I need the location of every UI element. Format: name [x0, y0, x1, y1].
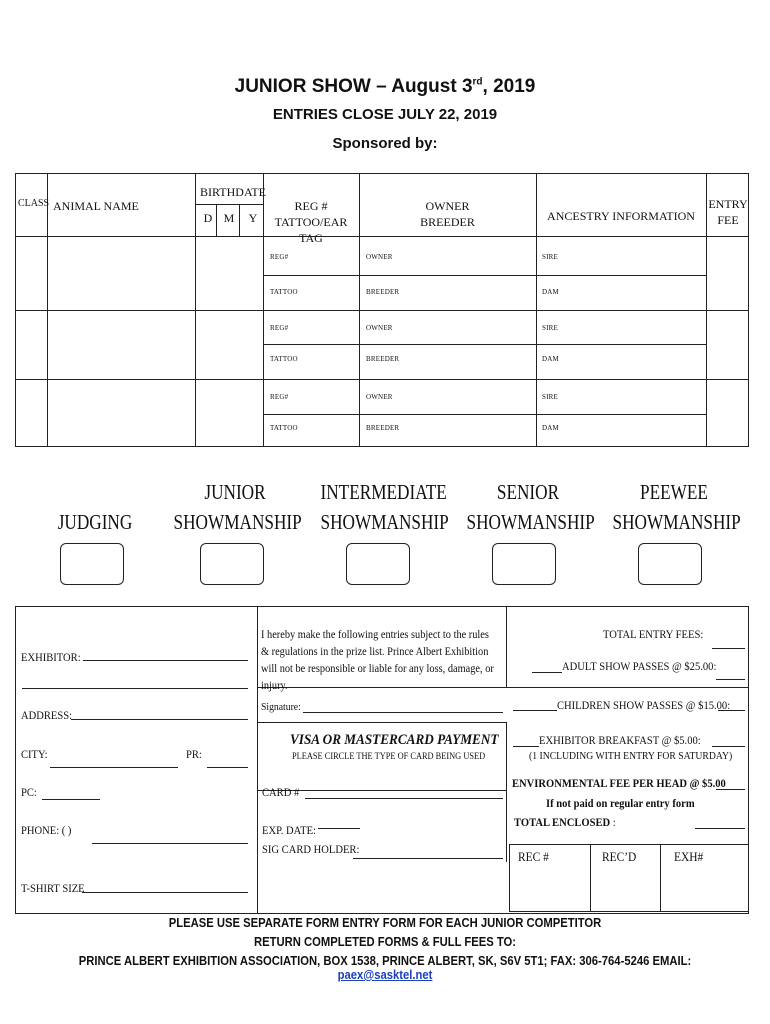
signature-field[interactable] — [303, 712, 503, 713]
header-entry-fee: ENTRY FEE — [708, 197, 748, 227]
environmental-fee-note: If not paid on regular entry form — [546, 796, 695, 810]
phone-field[interactable] — [92, 843, 248, 844]
exhibitor-number-label: EXH# — [674, 849, 704, 864]
judging-checkbox[interactable] — [60, 543, 124, 585]
row1-sire: SIRE — [542, 253, 558, 261]
row3-sire: SIRE — [542, 393, 558, 401]
footer-instruction: PLEASE USE SEPARATE FORM ENTRY FORM FOR EACH JUNIOR COMPETITOR — [168, 916, 602, 930]
exhibitor-field[interactable] — [83, 660, 248, 661]
header-year: Y — [248, 211, 258, 225]
row1-breeder: BREEDER — [366, 288, 400, 296]
breakfast-note: (1 INCLUDING WITH ENTRY FOR SATURDAY) — [529, 750, 733, 762]
row2-sire: SIRE — [542, 324, 558, 332]
header-owner-breeder: OWNER BREEDER — [420, 199, 475, 229]
card-holder-signature-label: SIG CARD HOLDER: — [262, 842, 360, 856]
total-entry-fees-field[interactable] — [712, 648, 745, 649]
card-holder-signature-field[interactable] — [353, 858, 503, 859]
expiry-date-label: EXP. DATE: — [262, 823, 316, 837]
peewee-showmanship-checkbox[interactable] — [638, 543, 702, 585]
row2-tattoo: TATTOO — [270, 355, 298, 363]
city-field[interactable] — [50, 767, 178, 768]
footer-address: PRINCE ALBERT EXHIBITION ASSOCIATION, BOX 1538, PRINCE ALBERT, SK, S6V 5T1; FAX: 306-764-5246 EMAIL: paex@sasktel.net — [78, 954, 692, 982]
phone-label: PHONE: ( ) — [21, 823, 72, 837]
office-use-box — [509, 844, 749, 912]
breakfast-label: EXHIBITOR BREAKFAST @ $5.00: — [539, 733, 701, 747]
senior-showmanship-checkbox[interactable] — [492, 543, 556, 585]
header-reg: REG # TATTOO/EAR TAG — [274, 199, 348, 245]
row2-breeder: BREEDER — [366, 355, 400, 363]
province-field[interactable] — [207, 767, 248, 768]
row3-tattoo: TATTOO — [270, 424, 298, 432]
row3-reg: REG# — [270, 393, 289, 401]
row1-dam: DAM — [542, 288, 559, 296]
row3-breeder: BREEDER — [366, 424, 400, 432]
footer-return-instruction: RETURN COMPLETED FORMS & FULL FEES TO: — [253, 935, 517, 949]
adult-passes-amount[interactable] — [716, 679, 745, 680]
children-passes-label: CHILDREN SHOW PASSES @ $15.00: — [557, 698, 731, 712]
header-animal-name: ANIMAL NAME — [53, 199, 139, 213]
sponsored-by: Sponsored by: — [332, 135, 438, 152]
exhibitor-field-2[interactable] — [22, 688, 248, 689]
card-number-label: CARD # — [262, 785, 300, 799]
breakfast-amount[interactable] — [712, 746, 745, 747]
junior-showmanship-checkbox[interactable] — [200, 543, 264, 585]
visa-mastercard-heading: VISA OR MASTERCARD PAYMENT — [290, 732, 499, 748]
total-enclosed-field[interactable] — [695, 828, 745, 829]
row2-dam: DAM — [542, 355, 559, 363]
header-class: CLASS — [18, 198, 50, 209]
children-passes-amount[interactable] — [718, 710, 745, 711]
address-field[interactable] — [71, 719, 248, 720]
agreement-text: I hereby make the following entries subject to the rules & regulations in the prize list. Prince Albert Exhibition will not be responsible or liable for any loss, damage, or injury. — [261, 629, 494, 692]
environmental-fee-label: ENVIRONMENTAL FEE PER HEAD @ $5.00 — [512, 776, 726, 790]
received-label: REC’D — [602, 849, 637, 864]
entries-close-date: ENTRIES CLOSE JULY 22, 2019 — [272, 106, 498, 123]
row3-dam: DAM — [542, 424, 559, 432]
peewee-showmanship-label: PEEWEE SHOWMANSHIP — [612, 480, 741, 534]
entries-table — [15, 173, 749, 447]
email-link[interactable]: paex@sasktel.net — [337, 968, 433, 982]
intermediate-showmanship-checkbox[interactable] — [346, 543, 410, 585]
expiry-date-field[interactable] — [318, 828, 360, 829]
row1-reg: REG# — [270, 253, 289, 261]
row1-tattoo: TATTOO — [270, 288, 298, 296]
breakfast-qty[interactable] — [513, 746, 539, 747]
senior-showmanship-label: SENIOR SHOWMANSHIP — [466, 480, 595, 534]
tshirt-size-label: T-SHIRT SIZE — [21, 881, 85, 895]
junior-showmanship-label: JUNIOR SHOWMANSHIP — [173, 480, 302, 534]
postal-code-label: PC: — [21, 785, 37, 799]
circle-card-instruction: PLEASE CIRCLE THE TYPE OF CARD BEING USED — [292, 752, 486, 762]
intermediate-showmanship-label: INTERMEDIATE SHOWMANSHIP — [320, 480, 449, 534]
card-number-field[interactable] — [305, 798, 503, 799]
city-label: CITY: — [21, 747, 48, 761]
header-day: D — [203, 211, 213, 225]
children-passes-qty[interactable] — [513, 710, 557, 711]
row3-owner: OWNER — [366, 393, 393, 401]
adult-passes-qty[interactable] — [532, 672, 562, 673]
postal-code-field[interactable] — [42, 799, 100, 800]
environmental-fee-field[interactable] — [716, 789, 745, 790]
page-title: JUNIOR SHOW – August 3rd, 2019 — [234, 76, 536, 97]
address-label: ADDRESS: — [21, 708, 73, 722]
receipt-number-label: REC # — [518, 849, 549, 864]
header-month: M — [223, 211, 235, 225]
row1-owner: OWNER — [366, 253, 393, 261]
header-ancestry: ANCESTRY INFORMATION — [547, 209, 695, 223]
exhibitor-label: EXHIBITOR: — [21, 650, 81, 664]
total-enclosed-label: TOTAL ENCLOSED : — [514, 815, 616, 829]
header-birthdate: BIRTHDATE — [200, 185, 266, 199]
total-entry-fees-label: TOTAL ENTRY FEES: — [603, 627, 704, 641]
judging-label: JUDGING — [57, 510, 133, 534]
adult-passes-label: ADULT SHOW PASSES @ $25.00: — [562, 659, 717, 673]
tshirt-size-field[interactable] — [82, 892, 248, 893]
province-label: PR: — [186, 747, 202, 761]
row2-owner: OWNER — [366, 324, 393, 332]
signature-label: Signature: — [261, 701, 301, 713]
row2-reg: REG# — [270, 324, 289, 332]
